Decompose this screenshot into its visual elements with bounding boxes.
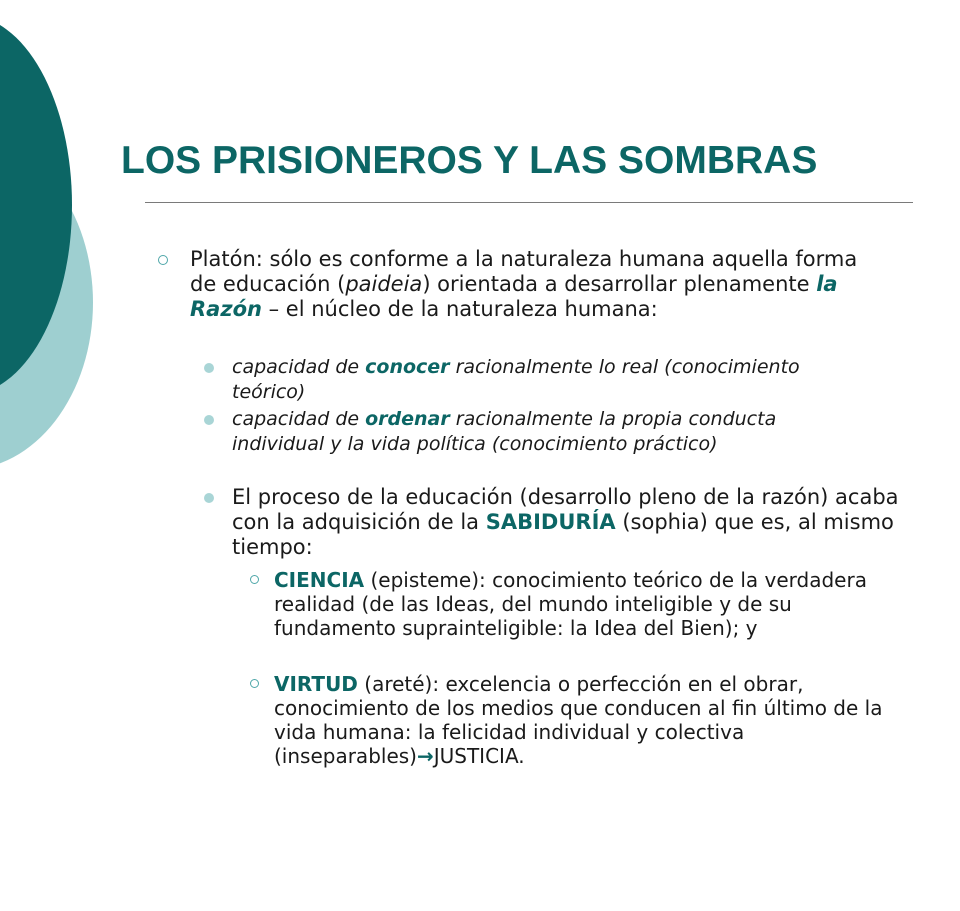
bullet-ordenar-text: capacidad de ordenar racionalmente la propia conducta individual y la vida política (conocimiento práctico)	[232, 408, 777, 455]
bullet-educacion-text: El proceso de la educación (desarrollo pleno de la razón) acaba con la adquisición de la SABIDURÍA (sophia) que es, al mismo tiempo:	[232, 485, 899, 559]
right-arrow-icon: →	[416, 744, 434, 768]
bullet-virtud-text: VIRTUD (areté): excelencia o perfección en el obrar, conocimiento de los medios que conducen al fin último de la vida humana: la felicidad individual y colectiva (inseparables)→JUSTICIA.	[274, 672, 883, 768]
ring-bullet-icon	[250, 575, 259, 584]
bullet-ordenar	[204, 407, 854, 457]
title-divider	[145, 202, 913, 203]
bullet-platon-text: Platón: sólo es conforme a la naturaleza humana aquella forma de educación (paideia) orientada a desarrollar plenamente la Razón – el núcleo de la naturaleza humana:	[190, 247, 858, 321]
slide-title: LOS PRISIONEROS Y LAS SOMBRAS	[121, 139, 818, 182]
bullet-ciencia-text: CIENCIA (episteme): conocimiento teórico de la verdadera realidad (de las Ideas, del mundo inteligible y de su fundamento suprainteligible: la Idea del Bien); y	[274, 568, 867, 640]
ring-bullet-icon	[158, 255, 168, 265]
dot-bullet-icon	[204, 415, 214, 425]
bullet-ciencia	[250, 568, 905, 640]
ring-bullet-icon	[250, 679, 259, 688]
bullet-conocer-text: capacidad de conocer racionalmente lo real (conocimiento teórico)	[232, 356, 800, 403]
dot-bullet-icon	[204, 363, 214, 373]
bullet-conocer	[204, 355, 804, 405]
dot-bullet-icon	[204, 493, 214, 503]
bullet-virtud	[250, 672, 905, 768]
bullet-platon	[158, 247, 878, 322]
bullet-educacion	[204, 485, 899, 560]
